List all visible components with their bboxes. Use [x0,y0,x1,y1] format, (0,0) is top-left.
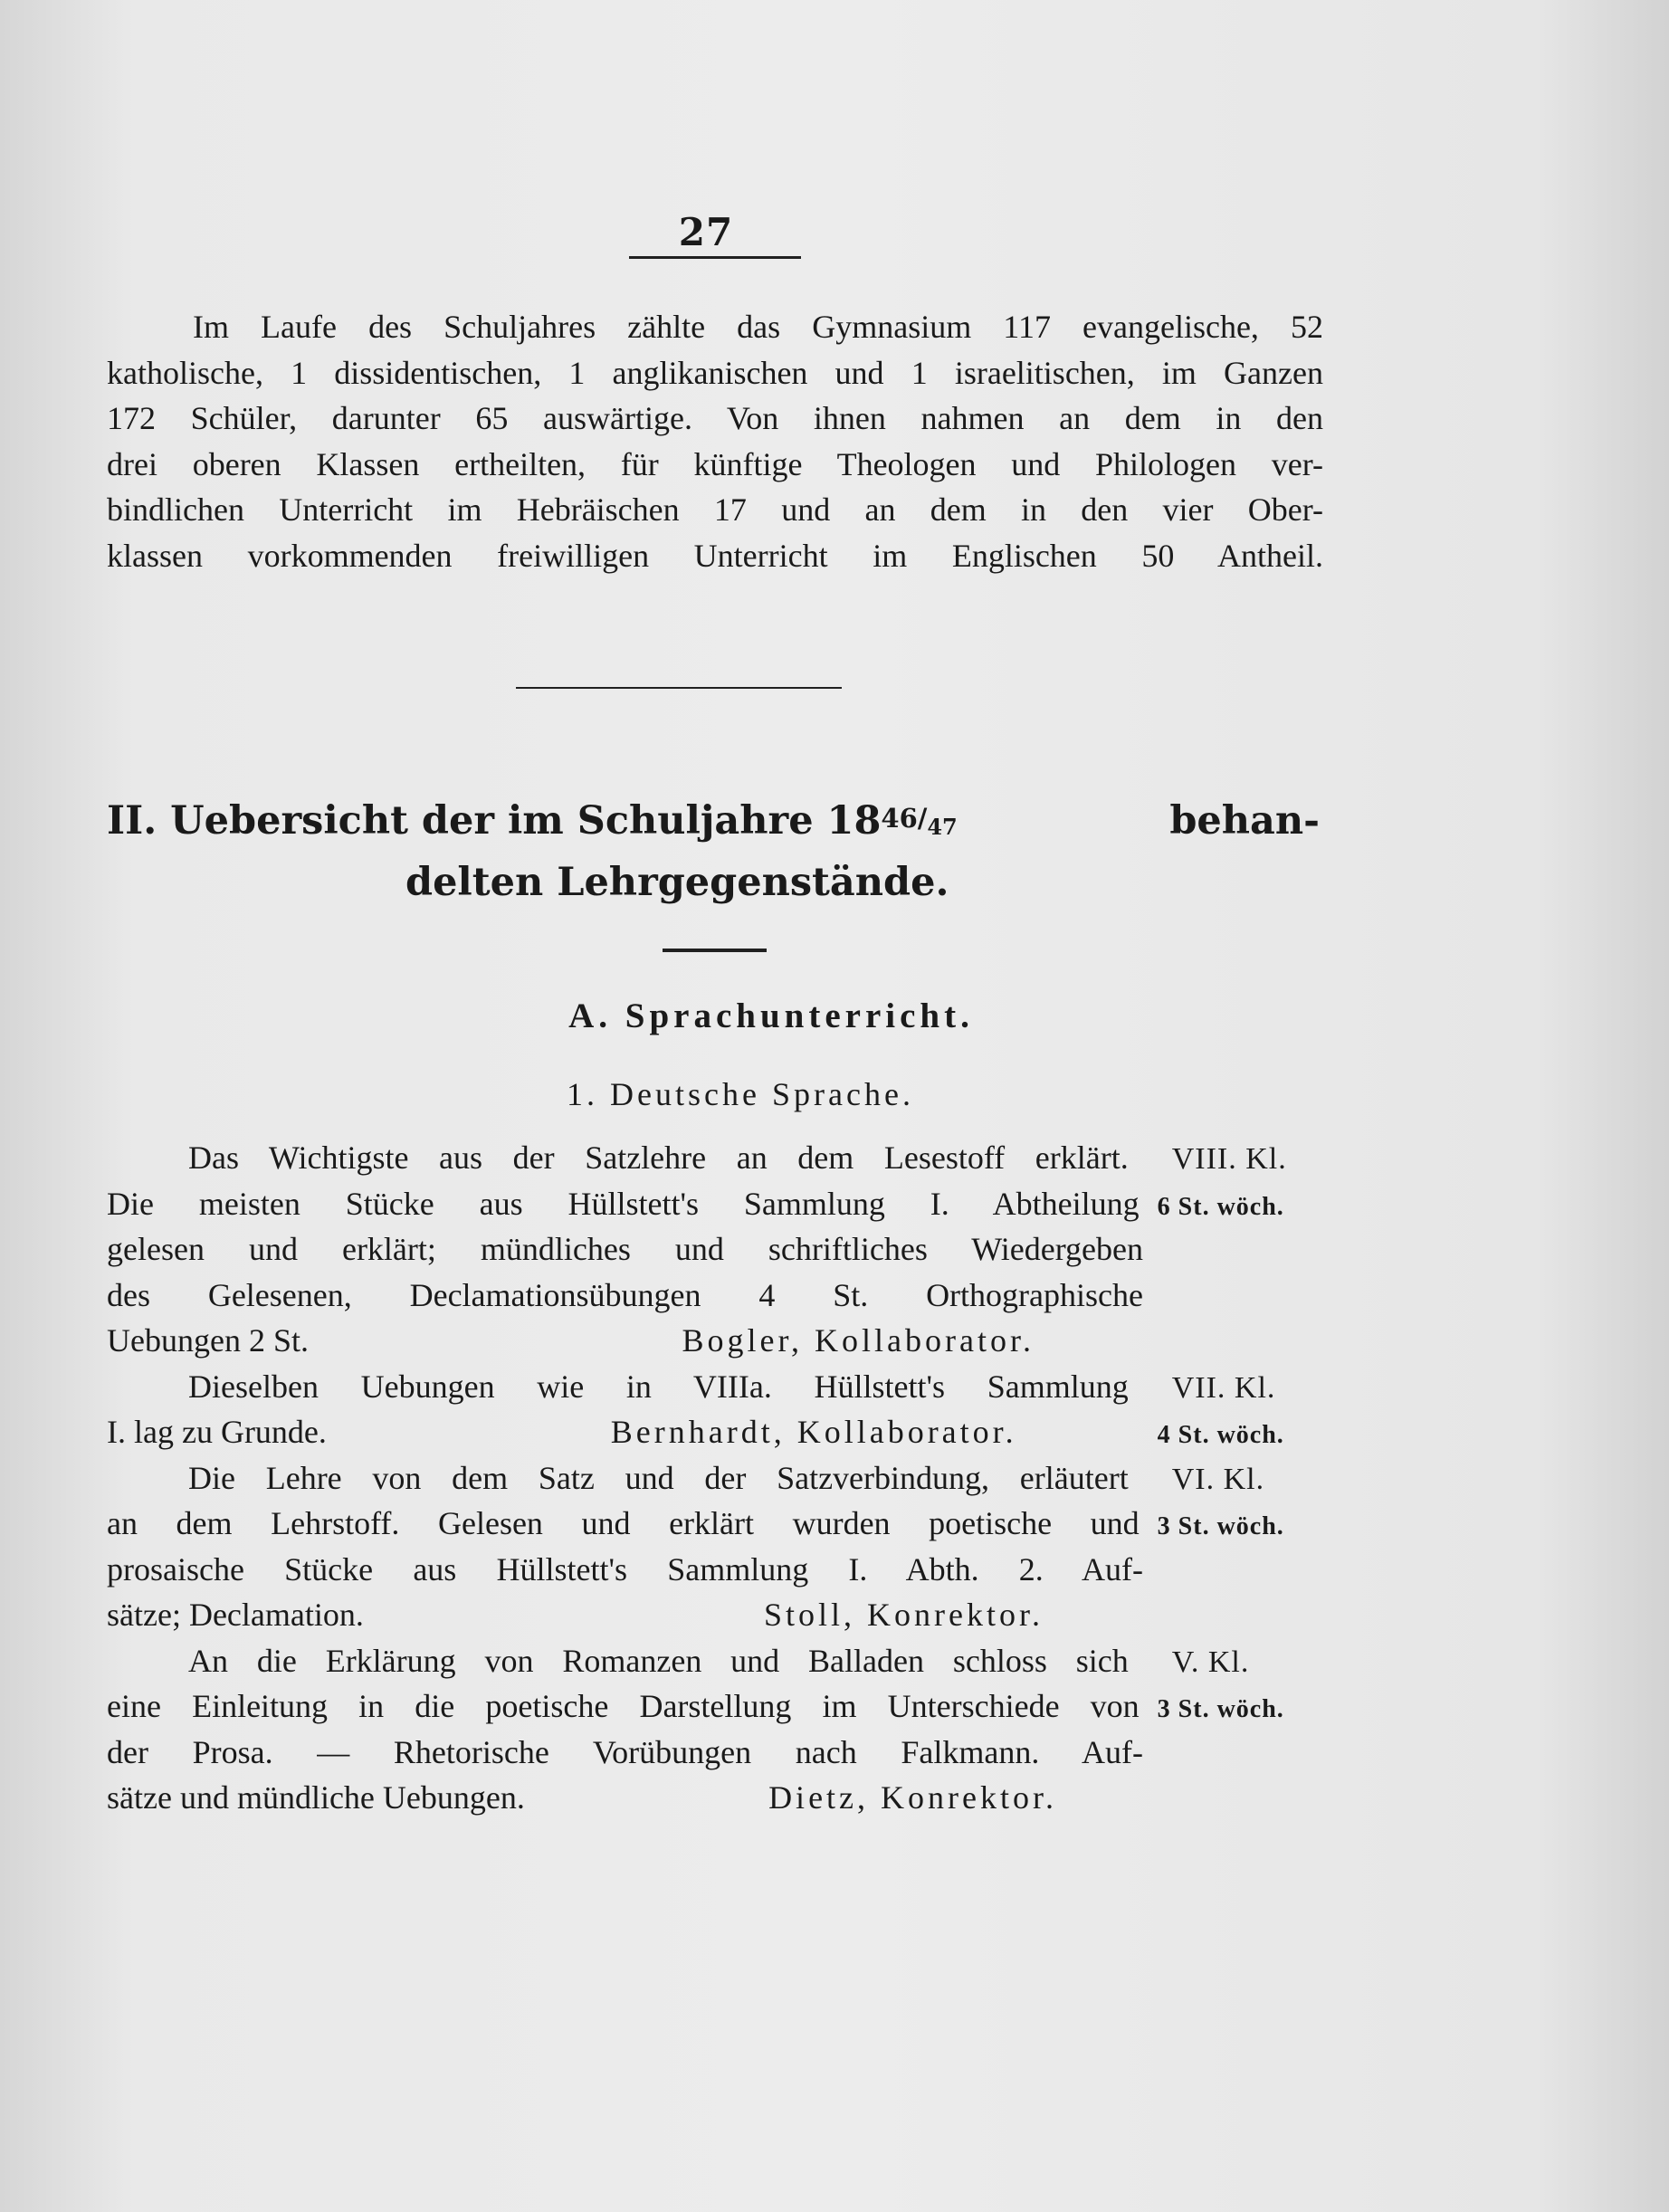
class-label: VII. Kl. [1171,1370,1276,1405]
hours-label: 6 St. wöch. [1157,1192,1284,1221]
course-line: an dem Lehrstoff. Gelesen und erklärt wurden poetische und [107,1505,1140,1541]
course-last-line [107,1318,1143,1364]
course-vii [107,1364,1320,1455]
course-line: gelesen und erklärt; mündliches und schriftliches Wiedergeben [107,1231,1143,1267]
course-viii [107,1135,1320,1364]
course-line: Die meisten Stücke aus Hüllstett's Sammlung I. Abtheilung [107,1185,1140,1222]
teacher-name: Stoll, Konrektor. [764,1597,1044,1633]
course-line: eine Einleitung in die poetische Darstellung im Unterschiede von [107,1688,1140,1724]
course-vi [107,1455,1320,1638]
section-title-main [107,796,958,858]
course-line: sätze; Declamation. [107,1597,364,1633]
teacher-name: Dietz, Konrektor. [768,1779,1057,1816]
course-line: Das Wichtigste aus der Satzlehre an dem Lesestoff erklärt. [188,1139,1129,1176]
page-number: 27 [678,210,734,254]
subheading-deutsche-sprache: 1. Deutsche Sprache. [567,1076,914,1112]
title-short-rule [663,949,767,952]
course-last-line [107,1409,1140,1455]
intro-paragraph [107,304,1323,578]
subheading-sprachunterricht: A. Sprachunterricht. [568,996,974,1035]
paragraph-line: katholische, 1 dissidentischen, 1 anglikanischen und 1 israelitischen, im Ganzen [107,354,1323,391]
course-line: des Gelesenen, Declamationsübungen 4 St. Orthographische [107,1276,1143,1313]
course-line: prosaische Stücke aus Hüllstett's Sammlung I. Abth. 2. Auf- [107,1550,1143,1587]
paragraph-line: klassen vorkommenden freiwilligen Unterricht im Englischen 50 Antheil. [107,537,1323,574]
teacher-name: Bernhardt, Kollaborator. [610,1414,1017,1450]
section-title-line1 [107,796,1320,858]
section-title [107,796,1320,907]
section-divider [516,687,842,689]
teacher-name: Bogler, Kollaborator. [682,1322,1035,1359]
hours-label: 3 St. wöch. [1157,1512,1284,1540]
course-line: Dieselben Uebungen wie in VIIIa. Hüllstett's Sammlung [188,1368,1129,1405]
course-line: Die Lehre von dem Satz und der Satzverbindung, erläutert [188,1459,1129,1496]
hours-label: 3 St. wöch. [1157,1695,1284,1723]
course-v [107,1638,1320,1821]
course-section [107,1135,1320,1821]
section-title-end: behan- [1169,798,1320,844]
page-number-rule [629,256,801,259]
paragraph-line: bindlichen Unterricht im Hebräischen 17 und an dem in den vier Ober- [107,491,1323,528]
course-line: I. lag zu Grunde. [107,1414,327,1450]
course-last-line [107,1775,1143,1821]
paragraph-line: Im Laufe des Schuljahres zählte das Gymnasium 117 evangelische, 52 [193,309,1323,345]
course-line: Uebungen 2 St. [107,1322,309,1359]
section-title-text: II. Uebersicht der im Schuljahre 18 [107,798,882,844]
section-title-year-fraction: $46/_{47}$ [881,803,958,840]
class-label: VIII. Kl. [1171,1142,1287,1176]
class-label: V. Kl. [1171,1645,1250,1679]
course-last-line [107,1592,1143,1638]
course-line: sätze und mündliche Uebungen. [107,1779,525,1816]
course-line: der Prosa. — Rhetorische Vorübungen nach Falkmann. Auf- [107,1733,1143,1770]
paragraph-line: drei oberen Klassen ertheilten, für künftige Theologen und Philologen ver- [107,445,1323,482]
course-line: An die Erklärung von Romanzen und Balladen schloss sich [188,1642,1129,1679]
paragraph-line: 172 Schüler, darunter 65 auswärtige. Von ihnen nahmen an dem in den [107,400,1323,436]
hours-label: 4 St. wöch. [1157,1421,1284,1449]
section-title-line2: delten Lehrgegenstände. [405,860,949,905]
class-label: VI. Kl. [1171,1462,1265,1496]
